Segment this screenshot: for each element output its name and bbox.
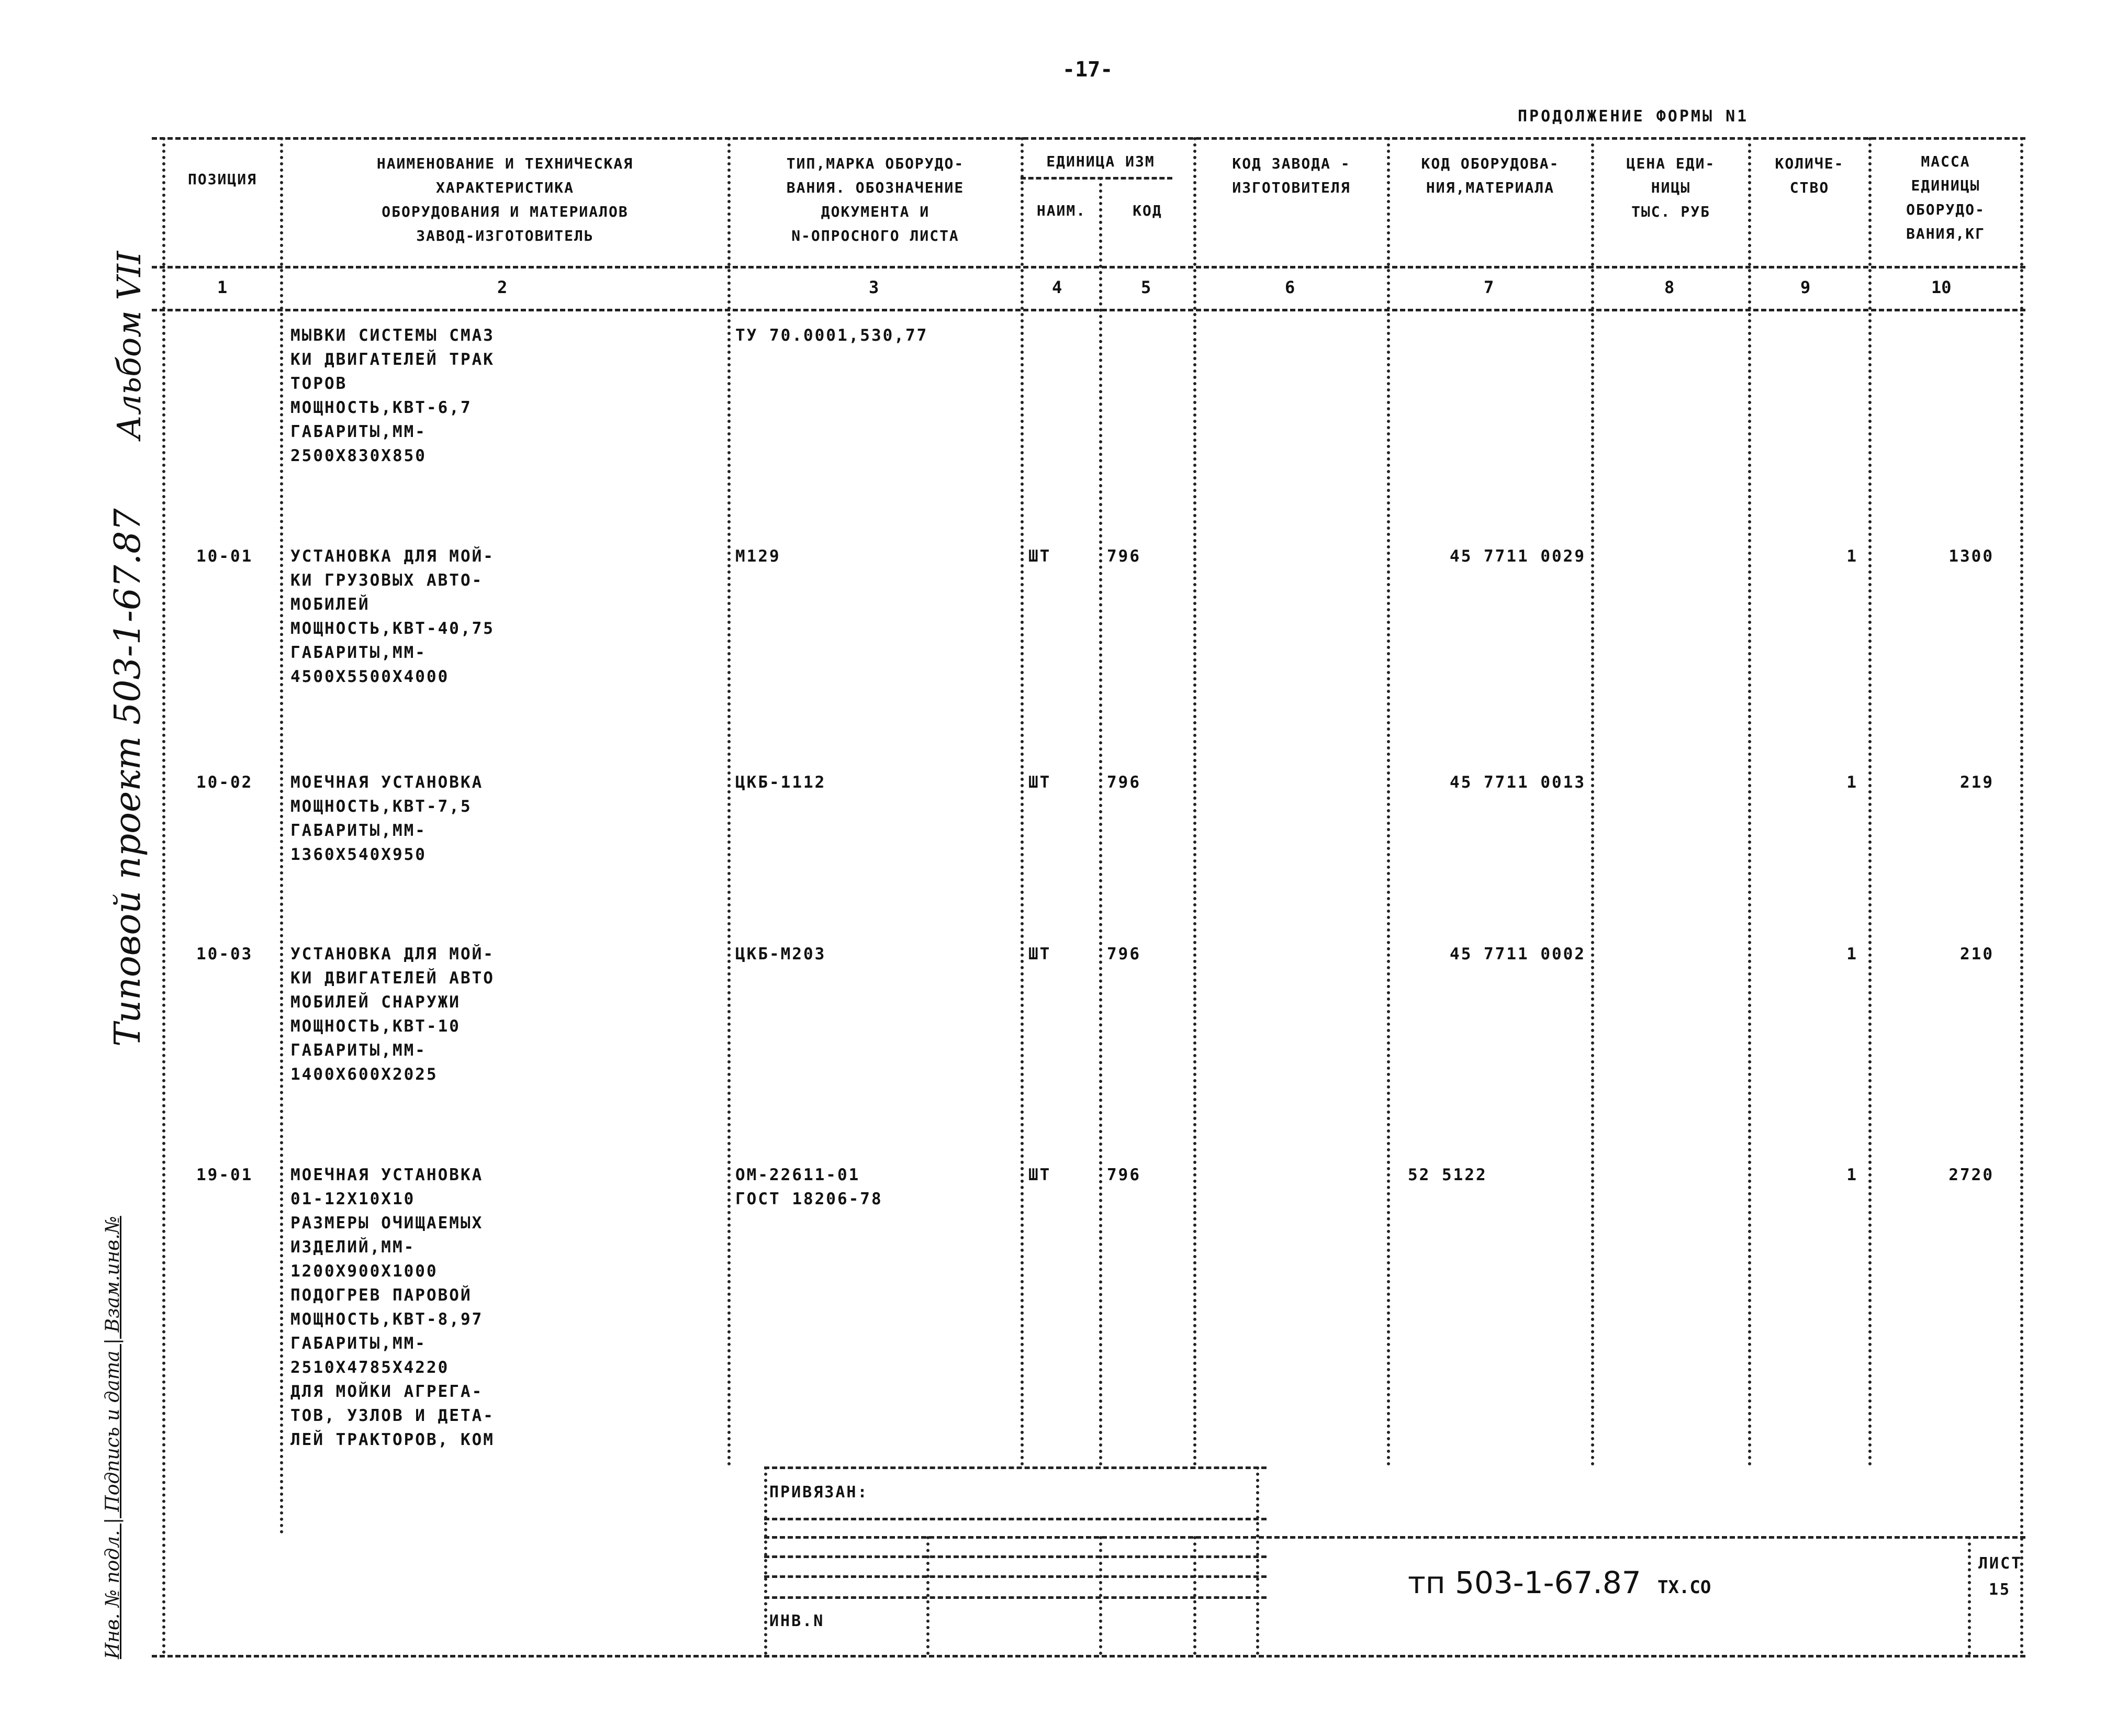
document-code-main: тп 503-1-67.87 xyxy=(1408,1565,1641,1600)
row-2-unit: ШТ xyxy=(1028,773,1051,792)
rule-top xyxy=(152,137,2025,140)
header-position: ПОЗИЦИЯ xyxy=(187,171,257,188)
stamp-rule-6 xyxy=(764,1596,1267,1599)
row-4-name: МОЕЧНАЯ УСТАНОВКА 01-12Х10Х10 РАЗМЕРЫ ОЧИЩАЕМЫХ ИЗДЕЛИЙ,ММ- 1200Х900Х1000 ПОДОГРЕВ ПАРОВОЙ МОЩНОСТЬ,КВТ-8,97 ГАБАРИТЫ,ММ- 2510Х4785Х4220 ДЛЯ МОЙКИ АГРЕГА- ТОВ, УЗЛОВ И ДЕТА- ЛЕЙ ТРАКТОРОВ, КОМ xyxy=(290,1166,495,1449)
stamp-sep-1 xyxy=(764,1466,767,1655)
col-sep-7 xyxy=(1591,137,1594,1466)
header-mass: МАССА ЕДИНИЦЫ ОБОРУДО- ВАНИЯ,КГ xyxy=(1906,153,1985,242)
row-2-mass: 219 xyxy=(1960,773,1994,792)
row-3-equipment-code: 45 7711 0002 xyxy=(1450,945,1586,964)
header-unit-name: НАИМ. xyxy=(1036,202,1086,219)
col-sep-0 xyxy=(162,137,165,1655)
row-1-quantity: 1 xyxy=(1846,547,1858,566)
row-3-quantity: 1 xyxy=(1846,945,1858,964)
col-number-8: 8 xyxy=(1664,277,1675,297)
row-2-quantity: 1 xyxy=(1846,773,1858,792)
row-4-quantity: 1 xyxy=(1846,1166,1858,1184)
row-2-name: МОЕЧНАЯ УСТАНОВКА МОЩНОСТЬ,КВТ-7,5 ГАБАРИТЫ,ММ- 1360Х540Х950 xyxy=(290,773,484,864)
row-1-position: 10-01 xyxy=(196,547,253,566)
row-3-type: ЦКБ-М203 xyxy=(735,945,826,964)
sheet-number: 15 xyxy=(1989,1581,2011,1599)
document-code-suffix: ТХ.СО xyxy=(1657,1577,1711,1598)
col-number-7: 7 xyxy=(1484,277,1494,297)
row-2-position: 10-02 xyxy=(196,773,253,792)
col-number-9: 9 xyxy=(1800,277,1811,297)
project-label: Типовой проект 503-1-67.87 xyxy=(107,508,149,1047)
col-sep-2 xyxy=(727,137,731,1466)
header-price: ЦЕНА ЕДИ- НИЦЫ ТЫС. РУБ xyxy=(1626,155,1716,220)
page-number: -17- xyxy=(1062,58,1113,82)
stamp-sep-4 xyxy=(1193,1536,1196,1655)
stamp-rule-4 xyxy=(764,1555,1267,1558)
row-2-code: 796 xyxy=(1107,773,1141,792)
stamp-sep-5 xyxy=(1256,1466,1259,1655)
col-sep-9 xyxy=(1868,137,1872,1466)
row-0-name: МЫВКИ СИСТЕМЫ СМАЗ КИ ДВИГАТЕЛЕЙ ТРАК ТОРОВ МОЩНОСТЬ,КВТ-6,7 ГАБАРИТЫ,ММ- 2500Х830Х850 xyxy=(290,326,495,465)
header-type: ТИП,МАРКА ОБОРУДО- ВАНИЯ. ОБОЗНАЧЕНИЕ ДОКУМЕНТА И N-ОПРОСНОГО ЛИСТА xyxy=(786,155,965,244)
col-sep-10 xyxy=(2020,137,2023,1655)
header-unit-code: КОД xyxy=(1133,202,1162,219)
row-2-type: ЦКБ-1112 xyxy=(735,773,826,792)
header-unit: ЕДИНИЦА ИЗМ xyxy=(1046,153,1155,170)
row-4-code: 796 xyxy=(1107,1166,1141,1184)
row-4-equipment-code: 52 5122 xyxy=(1408,1166,1487,1184)
rule-unit-split xyxy=(1021,177,1172,180)
row-3-position: 10-03 xyxy=(196,945,253,964)
row-3-code: 796 xyxy=(1107,945,1141,964)
col-number-6: 6 xyxy=(1285,277,1295,297)
row-0-type: ТУ 70.0001,530,77 xyxy=(735,326,928,345)
row-3-unit: ШТ xyxy=(1028,945,1051,964)
stamp-rule-2 xyxy=(764,1518,1267,1520)
col-sep-4 xyxy=(1099,177,1102,1466)
col-number-2: 2 xyxy=(497,277,508,297)
col-sep-8 xyxy=(1748,137,1751,1466)
rule-colnum-bottom xyxy=(152,309,2025,311)
document-code xyxy=(1408,1565,1711,1600)
stamp-sep-3 xyxy=(1099,1536,1102,1655)
col-number-5: 5 xyxy=(1141,277,1151,297)
row-1-name: УСТАНОВКА ДЛЯ МОЙ- КИ ГРУЗОВЫХ АВТО- МОБИЛЕЙ МОЩНОСТЬ,КВТ-40,75 ГАБАРИТЫ,ММ- 4500Х5500Х4000 xyxy=(290,547,495,686)
col-number-10: 10 xyxy=(1931,277,1952,297)
row-1-mass: 1300 xyxy=(1948,547,1994,566)
row-1-equipment-code: 45 7711 0029 xyxy=(1450,547,1586,566)
col-sep-3 xyxy=(1021,137,1024,1466)
row-3-mass: 210 xyxy=(1960,945,1994,964)
col-number-1: 1 xyxy=(217,277,228,297)
stamp-rule-3 xyxy=(764,1536,2025,1539)
stamp-privyazan-label: ПРИВЯЗАН: xyxy=(769,1483,869,1502)
rule-header-bottom xyxy=(152,266,2025,268)
row-4-type: ОМ-22611-01 ГОСТ 18206-78 xyxy=(735,1166,883,1208)
album-label: Альбом VII xyxy=(110,251,148,440)
signature-fields: Инв. № подл. | Подпись и дата | Взам.инв.№ xyxy=(102,1216,124,1659)
row-1-type: М129 xyxy=(735,547,781,566)
row-4-position: 19-01 xyxy=(196,1166,253,1184)
stamp-rule-5 xyxy=(764,1575,1267,1578)
row-1-code: 796 xyxy=(1107,547,1141,566)
stamp-rule-1 xyxy=(764,1466,1267,1469)
header-name: НАИМЕНОВАНИЕ И ТЕХНИЧЕСКАЯ ХАРАКТЕРИСТИКА ОБОРУДОВАНИЯ И МАТЕРИАЛОВ ЗАВОД-ИЗГОТОВИТЕЛЬ xyxy=(376,155,634,244)
stamp-sep-2 xyxy=(926,1536,929,1655)
col-sep-1 xyxy=(280,137,283,1535)
col-sep-5 xyxy=(1193,137,1196,1466)
row-3-name: УСТАНОВКА ДЛЯ МОЙ- КИ ДВИГАТЕЛЕЙ АВТО МОБИЛЕЙ СНАРУЖИ МОЩНОСТЬ,КВТ-10 ГАБАРИТЫ,ММ- 1400Х600Х2025 xyxy=(290,945,495,1084)
row-4-mass: 2720 xyxy=(1948,1166,1994,1184)
row-4-unit: ШТ xyxy=(1028,1166,1051,1184)
col-sep-6 xyxy=(1387,137,1390,1466)
row-2-equipment-code: 45 7711 0013 xyxy=(1450,773,1586,792)
header-equipment-code: КОД ОБОРУДОВА- НИЯ,МАТЕРИАЛА xyxy=(1421,155,1560,196)
header-factory-code: КОД ЗАВОДА - ИЗГОТОВИТЕЛЯ xyxy=(1232,155,1351,196)
header-quantity: КОЛИЧЕ- СТВО xyxy=(1775,155,1844,196)
sheet-label: ЛИСТ xyxy=(1978,1554,2023,1573)
form-continuation-label: ПРОДОЛЖЕНИЕ ФОРМЫ N1 xyxy=(1518,107,1749,126)
rule-bottom xyxy=(152,1655,2025,1657)
stamp-inv-label: ИНВ.N xyxy=(769,1612,825,1630)
row-1-unit: ШТ xyxy=(1028,547,1051,566)
stamp-sep-6 xyxy=(1968,1536,1971,1655)
col-number-3: 3 xyxy=(869,277,879,297)
col-number-4: 4 xyxy=(1052,277,1062,297)
